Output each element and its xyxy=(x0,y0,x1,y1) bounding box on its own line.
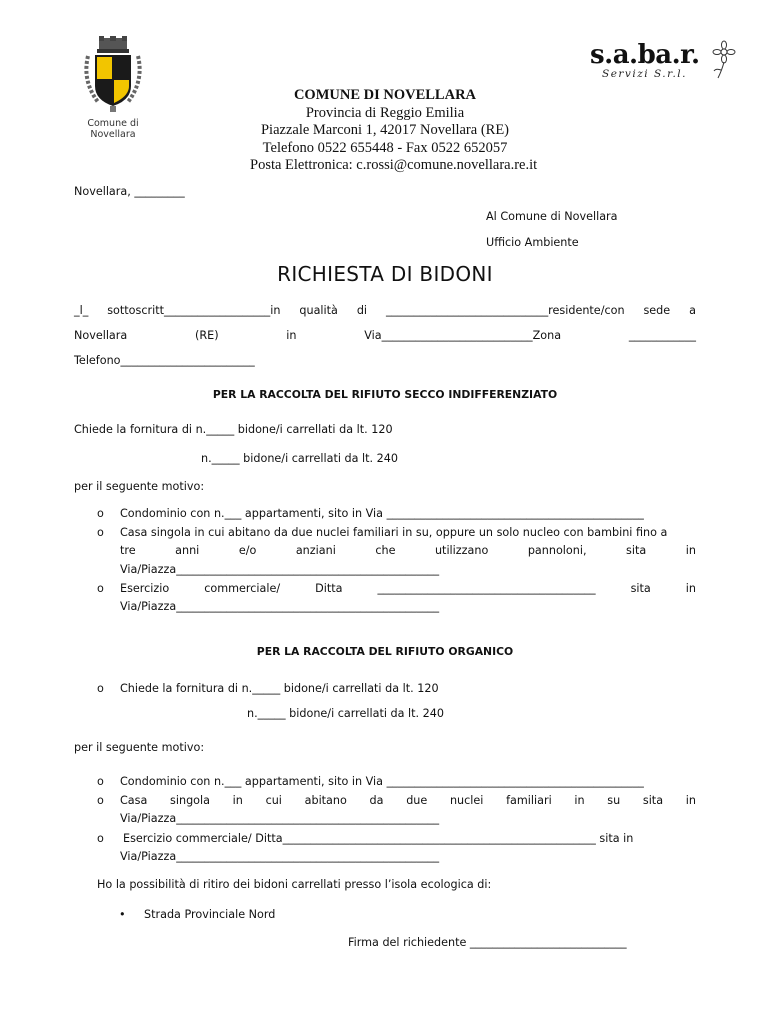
word: sita xyxy=(626,544,647,557)
option-text-line1: Casa singola in cui abitano da due nuclei familiari in su, oppure un solo nucleo con bambini fino a xyxy=(120,526,668,539)
logo-caption xyxy=(74,118,152,140)
organico-option-esercizio xyxy=(0,832,770,872)
organico-request-240: n._____ bidone/i carrellati da lt. 240 xyxy=(247,707,444,720)
word: commerciale/ xyxy=(204,582,281,595)
sabar-logo xyxy=(590,40,740,85)
bullet-circle-icon: o xyxy=(97,832,104,845)
option-text: Condominio con n.___ appartamenti, sito in Via ______________________________________________ xyxy=(120,507,644,520)
bullet-circle-icon: o xyxy=(97,794,104,807)
coat-of-arms-icon xyxy=(78,36,148,118)
option-text-line3: Via/Piazza_______________________________________________ xyxy=(120,563,440,576)
word: Esercizio xyxy=(120,582,170,595)
header-municipality: COMUNE DI NOVELLARA xyxy=(293,87,477,103)
header-email: Posta Elettronica: c.rossi@comune.novellara.re.it xyxy=(250,157,538,173)
word: in xyxy=(286,329,297,342)
bullet-circle-icon: o xyxy=(97,682,104,695)
secco-request-240: n._____ bidone/i carrellati da lt. 240 xyxy=(201,452,398,465)
secco-option-casa xyxy=(0,526,770,586)
word: pannoloni, xyxy=(527,544,587,557)
sabar-subtitle: Servizi S.r.l. xyxy=(602,68,687,80)
word: _____________________________residente/con xyxy=(385,304,625,317)
pickup-location-item xyxy=(0,908,770,928)
secco-option-condominio xyxy=(0,507,770,527)
pickup-location-text: Strada Provinciale Nord xyxy=(144,908,276,921)
word: Casa xyxy=(120,794,148,807)
request-text: Chiede la fornitura di n._____ bidone/i carrellati da lt. 120 xyxy=(120,682,439,695)
word: Novellara xyxy=(74,329,128,342)
pickup-text: Ho la possibilità di ritiro dei bidoni carrellati presso l’isola ecologica di: xyxy=(97,878,492,891)
option-text-line2: Via/Piazza_______________________________________________ xyxy=(120,850,440,863)
logo-caption-line2: Novellara xyxy=(90,129,136,140)
word: sita xyxy=(642,794,664,807)
option-text-line1: Esercizio commerciale/ Ditta________________________________________________________ sita in xyxy=(123,832,634,845)
header-province: Provincia di Reggio Emilia xyxy=(305,104,465,121)
word: sottoscritt___________________in xyxy=(107,304,281,317)
organico-request-120 xyxy=(0,682,770,702)
sabar-brand: s.a.ba.r. xyxy=(590,40,700,70)
word: a xyxy=(689,304,696,317)
bullet-circle-icon: o xyxy=(97,526,104,539)
option-text-line2: Via/Piazza_______________________________________________ xyxy=(120,600,440,613)
word: in xyxy=(685,794,696,807)
word: ____________ xyxy=(628,329,696,342)
organico-option-casa xyxy=(0,794,770,834)
word: anni xyxy=(175,544,200,557)
bullet-dot-icon: • xyxy=(119,908,126,921)
word: singola xyxy=(170,794,210,807)
word: abitano xyxy=(304,794,347,807)
date-line: Novellara, _________ xyxy=(74,185,185,198)
organico-option-condominio xyxy=(0,775,770,795)
document-title: RICHIESTA DI BIDONI xyxy=(277,262,493,286)
bullet-circle-icon: o xyxy=(97,507,104,520)
secco-motive-label: per il seguente motivo: xyxy=(74,480,205,493)
word: (RE) xyxy=(194,329,219,342)
word: che xyxy=(375,544,396,557)
flower-icon xyxy=(710,40,738,80)
word: _l_ xyxy=(74,304,89,317)
word: qualità xyxy=(299,304,338,317)
word: in xyxy=(232,794,243,807)
section-secco-heading: PER LA RACCOLTA DEL RIFIUTO SECCO INDIFFERENZIATO xyxy=(212,388,558,401)
bullet-circle-icon: o xyxy=(97,582,104,595)
word: due xyxy=(406,794,428,807)
comune-coat-of-arms xyxy=(78,36,148,118)
word: nuclei xyxy=(449,794,484,807)
applicant-row1 xyxy=(74,304,696,317)
word: in xyxy=(685,544,696,557)
applicant-row2 xyxy=(74,329,696,342)
word: utilizzano xyxy=(434,544,489,557)
signature-line: Firma del richiedente ____________________________ xyxy=(348,936,627,949)
word: tre xyxy=(120,544,136,557)
option-text: Condominio con n.___ appartamenti, sito in Via ______________________________________________ xyxy=(120,775,644,788)
header-block xyxy=(250,87,538,175)
word: _______________________________________ xyxy=(377,582,596,595)
word: in xyxy=(574,794,585,807)
header-phone: Telefono 0522 655448 - Fax 0522 652057 xyxy=(262,139,508,156)
bullet-circle-icon: o xyxy=(97,775,104,788)
word: Via___________________________Zona xyxy=(364,329,562,342)
word: sede xyxy=(643,304,671,317)
option-text-line1 xyxy=(120,794,696,807)
recipient-line2: Ufficio Ambiente xyxy=(486,236,579,249)
option-text-line2: Via/Piazza_______________________________________________ xyxy=(120,812,440,825)
word: anziani xyxy=(295,544,336,557)
word: in xyxy=(685,582,696,595)
word: da xyxy=(369,794,384,807)
header-address: Piazzale Marconi 1, 42017 Novellara (RE) xyxy=(260,122,510,138)
secco-option-esercizio xyxy=(0,582,770,622)
word: familiari xyxy=(506,794,552,807)
organico-motive-label: per il seguente motivo: xyxy=(74,741,205,754)
logo-caption-line1: Comune di xyxy=(87,118,139,129)
section-organico-heading: PER LA RACCOLTA DEL RIFIUTO ORGANICO xyxy=(256,645,514,658)
option-text-line1 xyxy=(120,582,696,595)
word: di xyxy=(356,304,368,317)
word: sita xyxy=(630,582,651,595)
recipient-line1: Al Comune di Novellara xyxy=(486,210,618,223)
word: Ditta xyxy=(315,582,343,595)
word: e/o xyxy=(238,544,257,557)
secco-request-120: Chiede la fornitura di n._____ bidone/i carrellati da lt. 120 xyxy=(74,423,393,436)
option-text-line2 xyxy=(120,544,696,557)
applicant-phone: Telefono________________________ xyxy=(74,354,255,367)
word: cui xyxy=(265,794,282,807)
word: su xyxy=(607,794,621,807)
